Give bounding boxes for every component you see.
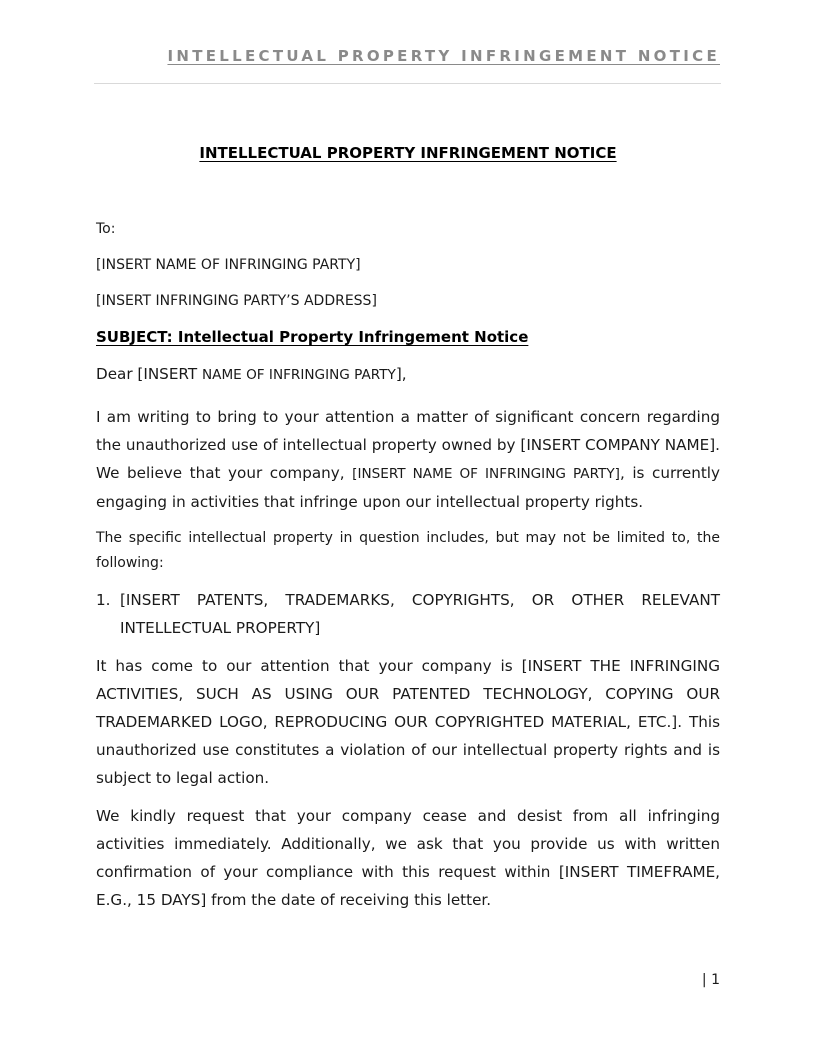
paragraph-4: We kindly request that your company cease and desist from all infringing activities immediately. Additionally, we ask that you provide us with written confirmation of your compliance with this request within [INSERT TIMEFRAME, E.G., 15 DAYS] from the date of receiving this letter.: [96, 807, 720, 909]
document-body: [96, 142, 720, 924]
paragraph-1-part-2: , is currently engaging in activities that infringe upon our intellectual property rights.: [96, 464, 720, 511]
paragraph-1-part-1: I am writing to bring to your attention a matter of significant concern regarding the unauthorized use of intellectual property owned by [INSERT COMPANY NAME]. We believe that your company,: [96, 408, 720, 482]
paragraph-1: [96, 403, 720, 516]
list-item-text: [INSERT PATENTS, TRADEMARKS, COPYRIGHTS, OR OTHER RELEVANT INTELLECTUAL PROPERTY]: [120, 591, 720, 637]
recipient-address: [INSERT INFRINGING PARTY’S ADDRESS]: [96, 293, 377, 309]
salutation-suffix: ],: [395, 365, 407, 383]
paragraph-3: It has come to our attention that your company is [INSERT THE INFRINGING ACTIVITIES, SUCH AS USING OUR PATENTED TECHNOLOGY, COPYING OUR TRADEMARKED LOGO, REPRODUCING OUR COPYRIGHTED MATERIAL, ETC.]. This unauthorized use constitutes a violation of our intellectual property rights and is subject to legal action.: [96, 657, 720, 787]
salutation-name: NAME OF INFRINGING PARTY: [201, 367, 396, 383]
salutation-prefix: Dear [INSERT: [96, 365, 202, 383]
to-label: To:: [96, 221, 116, 237]
header-title: INTELLECTUAL PROPERTY INFRINGEMENT NOTICE: [167, 47, 720, 65]
subject-line: SUBJECT: Intellectual Property Infringement Notice: [96, 328, 529, 346]
list-item: [96, 586, 720, 642]
header-divider: [94, 83, 721, 84]
list-item-number: 1.: [96, 591, 111, 609]
paragraph-1-party-name: [INSERT NAME OF INFRINGING PARTY]: [352, 466, 620, 482]
salutation: [96, 364, 720, 385]
page-number: | 1: [701, 972, 720, 988]
recipient-name: [INSERT NAME OF INFRINGING PARTY]: [96, 257, 361, 273]
paragraph-2: The specific intellectual property in question includes, but may not be limited to, the following:: [96, 530, 720, 571]
document-title: INTELLECTUAL PROPERTY INFRINGEMENT NOTICE: [199, 144, 617, 162]
